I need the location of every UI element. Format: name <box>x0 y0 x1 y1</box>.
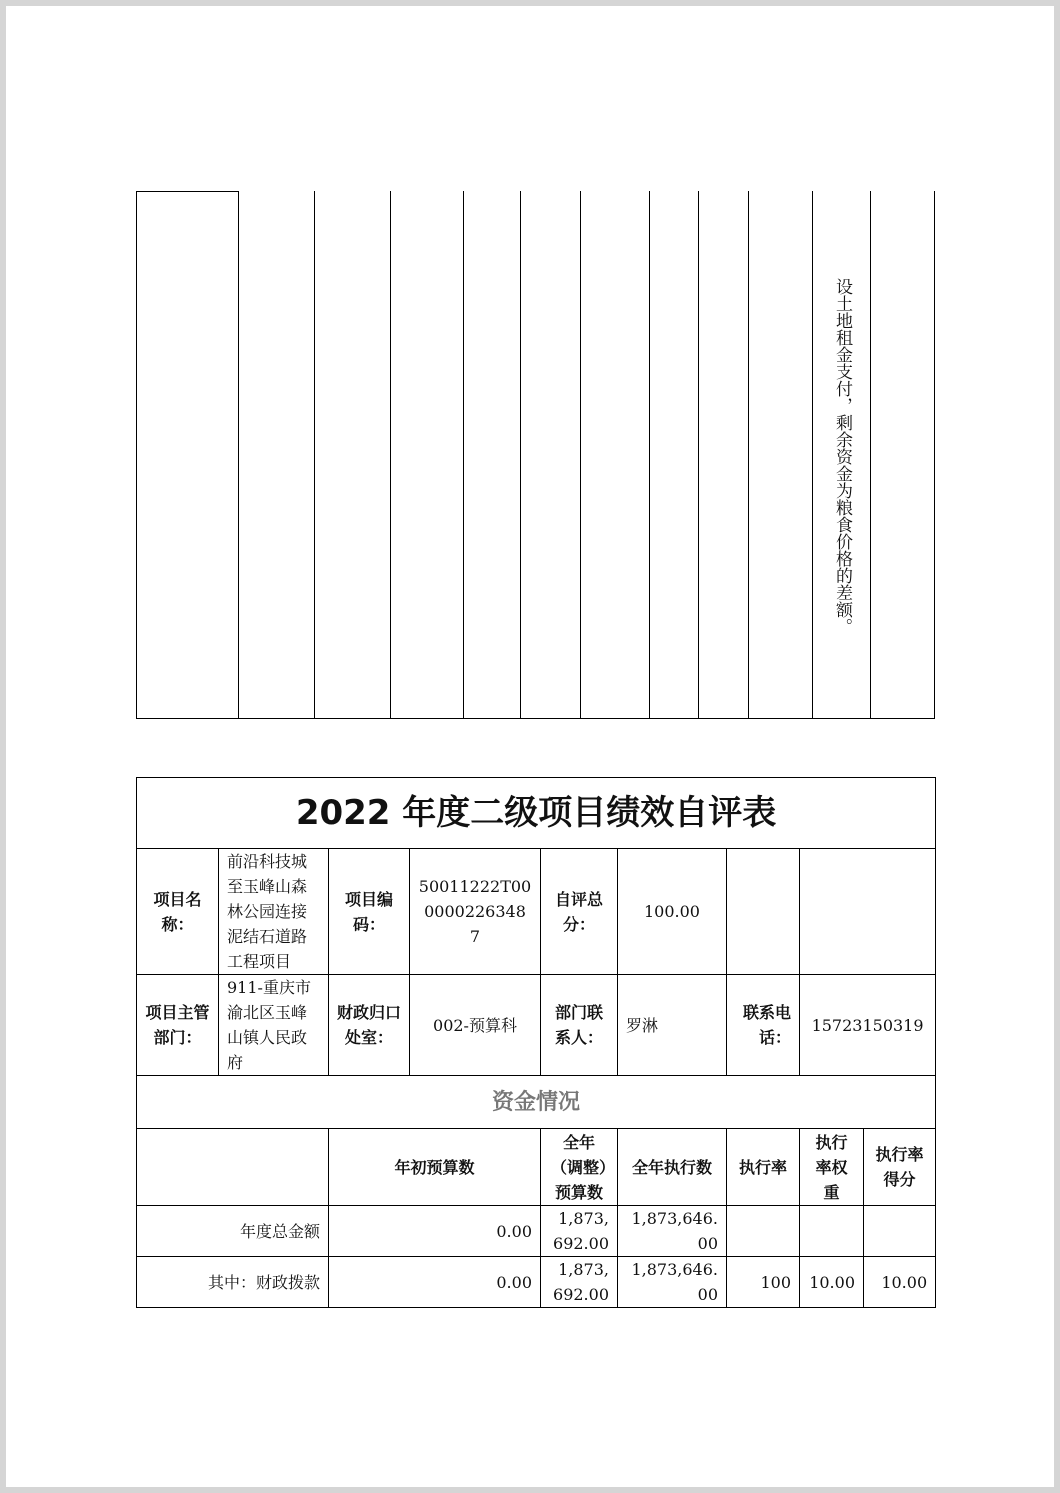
funds-header-score: 执行率得分 <box>864 1129 936 1206</box>
column-divider <box>238 191 239 719</box>
table-top-border <box>136 191 239 192</box>
funds-initial-value: 0.00 <box>329 1206 541 1257</box>
column-divider <box>520 191 521 719</box>
funds-row-label: 年度总金额 <box>137 1206 329 1257</box>
table-row <box>137 1257 936 1308</box>
column-divider <box>463 191 464 719</box>
column-divider <box>390 191 391 719</box>
empty-cell <box>800 849 936 975</box>
funds-header-weight: 执行率权重 <box>800 1129 864 1206</box>
funds-header-rate: 执行率 <box>727 1129 800 1206</box>
funds-header-adjusted: 全年（调整）预算数 <box>541 1129 618 1206</box>
funds-weight-value: 10.00 <box>800 1257 864 1308</box>
funds-adjusted-value: 1,873,692.00 <box>541 1206 618 1257</box>
funds-header-initial: 年初预算数 <box>329 1129 541 1206</box>
finance-office-value: 002-预算科 <box>410 975 541 1076</box>
self-score-value: 100.00 <box>618 849 727 975</box>
column-divider <box>136 191 137 719</box>
funds-rate-value: 100 <box>727 1257 800 1308</box>
project-code-label: 项目编码： <box>329 849 410 975</box>
dept-value: 911-重庆市渝北区玉峰山镇人民政府 <box>219 975 329 1076</box>
project-code-value: 50011222T000000226348 7 <box>410 849 541 975</box>
funds-header-executed: 全年执行数 <box>618 1129 727 1206</box>
table-row <box>137 1206 936 1257</box>
project-name-value: 前沿科技城至玉峰山森林公园连接泥结石道路工程项目 <box>219 849 329 975</box>
finance-office-label: 财政归口处室： <box>329 975 410 1076</box>
performance-evaluation-table <box>136 777 936 1308</box>
self-score-label: 自评总分： <box>541 849 618 975</box>
contact-value: 罗淋 <box>618 975 727 1076</box>
funds-weight-value <box>800 1206 864 1257</box>
funds-rate-value <box>727 1206 800 1257</box>
phone-label: 联系电话： <box>727 975 800 1076</box>
phone-value: 15723150319 <box>800 975 936 1076</box>
column-divider <box>748 191 749 719</box>
funds-executed-value: 1,873,646.00 <box>618 1206 727 1257</box>
form-title: 2022 年度二级项目绩效自评表 <box>137 778 936 849</box>
funds-row-label: 其中：财政拨款 <box>137 1257 329 1308</box>
column-divider <box>870 191 871 719</box>
funds-score-value: 10.00 <box>864 1257 936 1308</box>
contact-label: 部门联系人： <box>541 975 618 1076</box>
column-divider <box>649 191 650 719</box>
empty-cell <box>727 849 800 975</box>
column-divider <box>314 191 315 719</box>
dept-label: 项目主管部门： <box>137 975 219 1076</box>
project-name-label: 项目名称： <box>137 849 219 975</box>
funds-executed-value: 1,873,646.00 <box>618 1257 727 1308</box>
column-divider <box>580 191 581 719</box>
funds-score-value <box>864 1206 936 1257</box>
column-divider <box>934 191 935 719</box>
continuation-note-text: 设土地租金支付，剩余资金为粮食价格的差额。 <box>832 277 852 635</box>
column-divider <box>698 191 699 719</box>
funds-section-title: 资金情况 <box>137 1076 936 1129</box>
funds-initial-value: 0.00 <box>329 1257 541 1308</box>
funds-header-blank <box>137 1129 329 1206</box>
funds-adjusted-value: 1,873,692.00 <box>541 1257 618 1308</box>
